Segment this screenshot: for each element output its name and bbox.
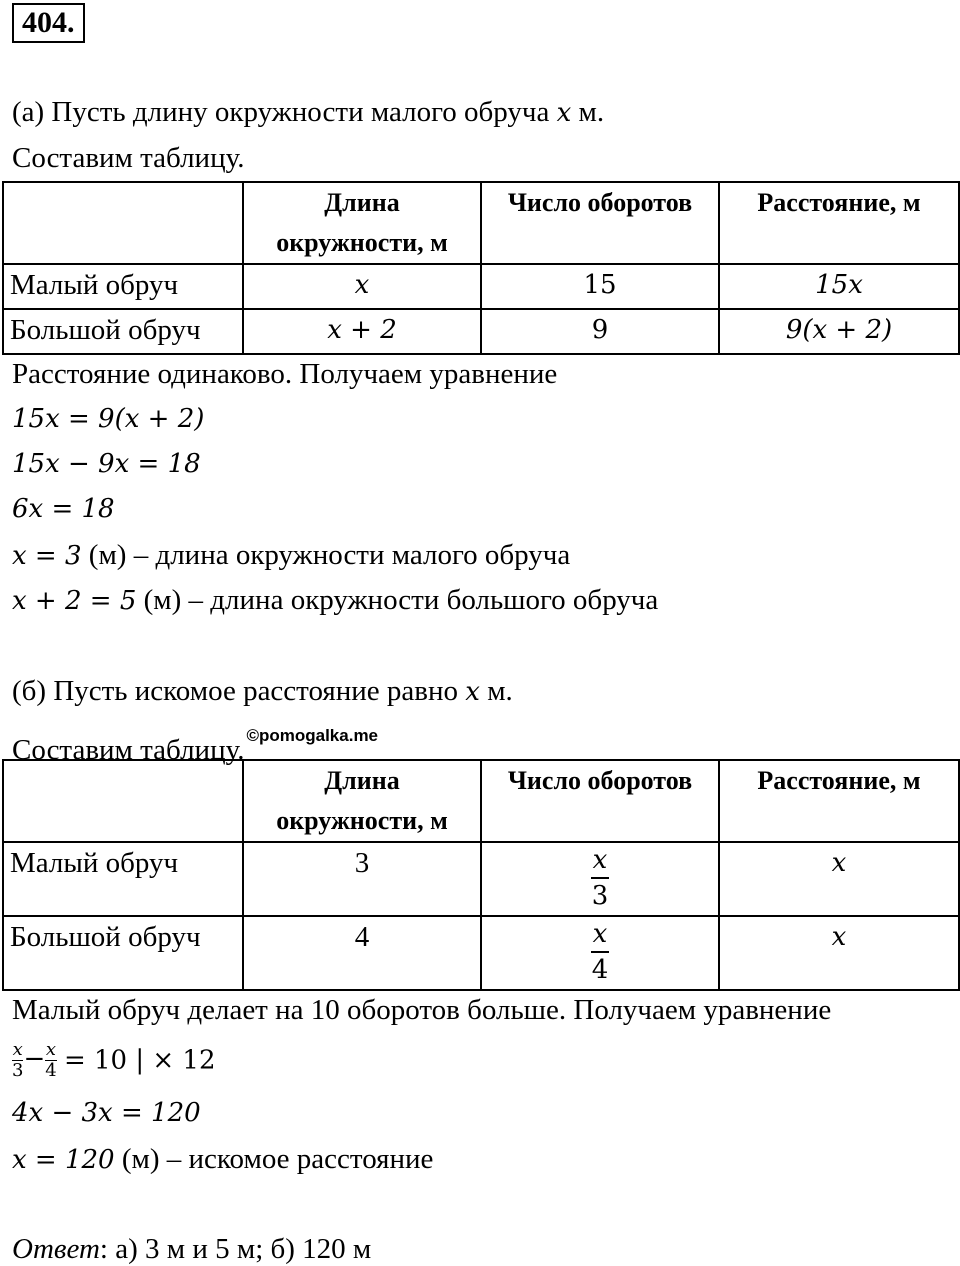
table-header-row (3, 760, 959, 842)
row-label: Большой обруч (3, 916, 243, 990)
fraction: $\frac{x}{3}$ (591, 845, 609, 911)
equation-step: 6x = 18 (12, 494, 115, 524)
table-header-row (3, 182, 959, 264)
row-label: Большой обруч (3, 309, 243, 354)
fraction: $\frac{x}{4}$ (591, 919, 609, 985)
table-header-empty (3, 182, 243, 264)
cell-length: 4 (243, 916, 481, 990)
part-b-intro: (б) Пусть искомое расстояние равно x м. (12, 675, 513, 707)
equation-step: 4x − 3x = 120 (12, 1098, 201, 1128)
part-a-result-2: x + 2 = 5 (м) – длина окружности большого обруча (12, 584, 659, 616)
answer: Ответ: а) 3 м и 5 м; б) 120 м (12, 1233, 372, 1265)
watermark: ©pomogalka.me (246, 726, 379, 745)
part-a-equation-intro: Расстояние одинаково. Получаем уравнение (12, 358, 558, 390)
table-row (3, 916, 959, 990)
part-a-table (2, 181, 960, 355)
fraction: $\frac{x}{4}$ (45, 1038, 57, 1081)
table-header-distance: Расстояние, м (719, 760, 959, 842)
part-b-equation-1: $\frac{x}{3}$ − $\frac{x}{4}$ = 10 | × 12 (12, 1038, 216, 1081)
row-label: Малый обруч (3, 264, 243, 309)
part-b-result: x = 120 (м) – искомое расстояние (12, 1143, 434, 1175)
cell-length: 3 (243, 842, 481, 916)
part-a-make-table: Составим таблицу. (12, 142, 245, 174)
table-header-turns: Число оборотов (481, 182, 719, 264)
cell-distance: 9(x + 2) (719, 309, 959, 354)
part-a-result-1: x = 3 (м) – длина окружности малого обруча (12, 539, 571, 571)
cell-distance: x (719, 842, 959, 916)
table-row (3, 264, 959, 309)
table-header-distance: Расстояние, м (719, 182, 959, 264)
cell-distance: 15x (719, 264, 959, 309)
fraction: $\frac{x}{3}$ (12, 1038, 24, 1081)
table-row (3, 309, 959, 354)
cell-length: x (243, 264, 481, 309)
cell-length: x + 2 (243, 309, 481, 354)
part-b-make-table: Составим таблицу. $^{©pomogalka.me}$ (12, 726, 379, 766)
equation-step: 15x = 9(x + 2) (12, 404, 205, 434)
cell-distance: x (719, 916, 959, 990)
table-header-turns: Число оборотов (481, 760, 719, 842)
cell-turns (481, 916, 719, 990)
part-b-equation-intro: Малый обруч делает на 10 оборотов больше. Получаем уравнение (12, 994, 832, 1026)
part-a-intro: (а) Пусть длину окружности малого обруча x м. (12, 96, 605, 128)
problem-number: 404. (12, 3, 85, 43)
table-header-length: Длина окружности, м (243, 182, 481, 264)
answer-label: Ответ (12, 1233, 100, 1265)
equation-step: 15x − 9x = 18 (12, 449, 201, 479)
cell-turns (481, 842, 719, 916)
row-label: Малый обруч (3, 842, 243, 916)
cell-turns: 9 (481, 309, 719, 354)
part-b-table (2, 759, 960, 991)
table-row (3, 842, 959, 916)
table-header-empty (3, 760, 243, 842)
cell-turns: 15 (481, 264, 719, 309)
table-header-length: Длина окружности, м (243, 760, 481, 842)
